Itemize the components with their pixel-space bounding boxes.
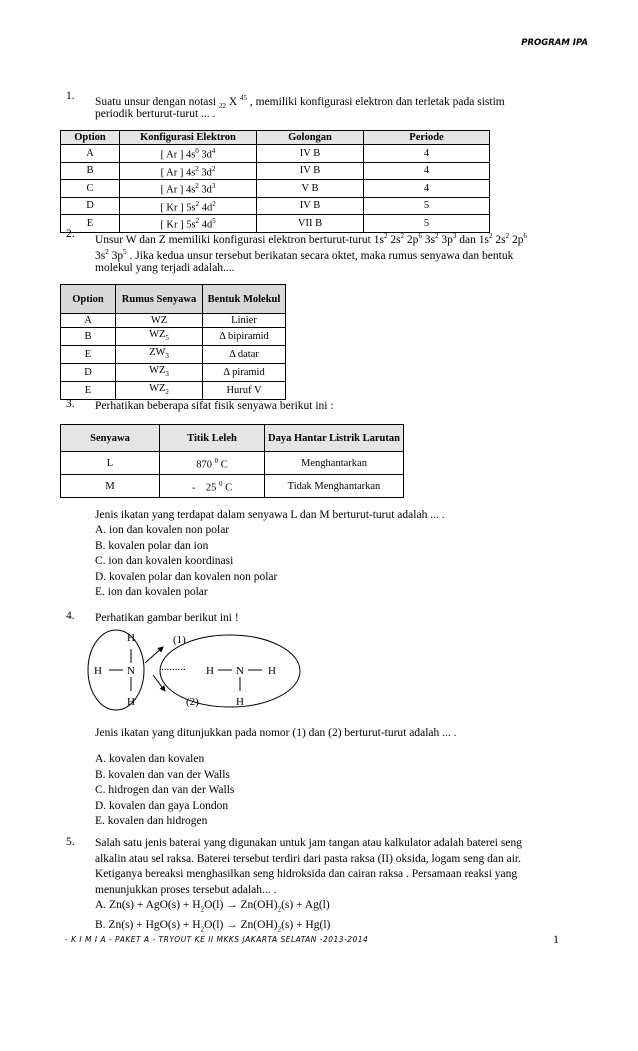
col-option: Option — [61, 131, 120, 145]
hydrogen-bond-dots: ......... — [161, 661, 186, 673]
q3-number: 3. — [66, 398, 75, 410]
col-titik-leleh: Titik Leleh — [160, 425, 265, 452]
option-b: B. kovalen polar dan ion — [95, 539, 209, 552]
option-c: C. hidrogen dan van der Walls — [95, 784, 235, 796]
q4-text: Perhatikan gambar berikut ini ! — [95, 612, 239, 624]
option-d: D. kovalen polar dan kovalen non polar — [95, 570, 278, 583]
option-b: B. kovalen dan van der Walls — [95, 768, 230, 781]
atom-h-right-bottom: H — [236, 696, 244, 708]
q3-question: Jenis ikatan yang terdapat dalam senyawa L dan M berturut-turut adalah ... . — [95, 509, 445, 521]
option-d: D. kovalen dan gaya London — [95, 799, 229, 812]
q4-number: 4. — [66, 610, 75, 622]
option-a: A. $Zn(s) + AgO(s) + H_2O(l) \to Zn(OH)_2(s) + Ag(l)$ — [95, 899, 330, 914]
option-a: A. ion dan kovalen non polar — [95, 524, 230, 536]
q3-text: Perhatikan beberapa sifat fisik senyawa berikut ini : — [95, 400, 334, 412]
table-row: M - 25 $^0$ C Tidak Menghantarkan — [61, 475, 404, 498]
q2-text-line2: $3s^2$ $3p^5$ . Jika kedua unsur tersebut berikatan secara oktet, maka rumus senyawa dan bentuk — [95, 248, 514, 262]
col-rumus: Rumus Senyawa — [116, 285, 203, 314]
label-2: (2) — [186, 696, 199, 708]
col-senyawa: Senyawa — [61, 425, 160, 452]
table-row: C [ Ar ] $4s^2$ $3d^3$ V B 4 — [61, 180, 490, 198]
q1-text-line2: periodik berturut-turut ... . — [95, 108, 216, 120]
q2-text-line3: molekul yang terjadi adalah.... — [95, 262, 235, 274]
q2-number: 2. — [66, 228, 75, 240]
table-row: B $WZ_5$ Δ bipiramid — [61, 328, 286, 346]
table-row: E $ZW_3$ Δ datar — [61, 346, 286, 364]
q5-text: Salah satu jenis baterai yang digunakan untuk jam tangan atau kalkulator adalah baterei seng alkalin atau sel raksa. Baterei tersebut terdiri dari pasta raksa (II) oksida, logam seng dan air. Ketiganya bereaksi menghasilkan seng hidroksida dan cairan raksa . Persamaan reaksi yang menunjukkan proses tersebut adalah... . A. $Zn(s) + AgO(s) + H_2O(l) \to Zn(OH)_2(s) + Ag(l)$ B. $Zn(s) + HgO(s) + H_2O(l) \to Zn(OH)_2(s) + Hg(l)$ — [95, 836, 522, 938]
q4-options — [95, 752, 234, 830]
q3-options — [95, 523, 277, 601]
col-konfigurasi: Konfigurasi Elektron — [120, 131, 257, 145]
col-periode: Periode — [364, 131, 490, 145]
q5-number: 5. — [66, 836, 75, 848]
option-e: E. ion dan kovalen polar — [95, 586, 208, 598]
table-row: D [ Kr ] $5s^2$ $4d^2$ IV B 5 — [61, 197, 490, 215]
label-1: (1) — [173, 634, 186, 646]
table-row: L 870 $^0$ C Menghantarkan — [61, 452, 404, 475]
table-row: A WZ Linier — [61, 314, 286, 328]
page-number: 1 — [553, 932, 559, 946]
option-c: C. ion dan kovalen koordinasi — [95, 555, 234, 567]
col-bentuk: Bentuk Molekul — [203, 285, 286, 314]
option-a: A. kovalen dan kovalen — [95, 753, 205, 765]
table-row: E $WZ_2$ Huruf V — [61, 382, 286, 400]
q1-table — [60, 130, 490, 233]
atom-h-right-1: H — [206, 665, 214, 677]
q3-table — [60, 424, 404, 498]
q2-table — [60, 284, 286, 400]
footer-text: - K I M I A - PAKET A - TRYOUT KE II MKKS JAKARTA SELATAN -2013-2014 — [65, 935, 369, 944]
col-daya-hantar: Daya Hantar Listrik Larutan — [265, 425, 404, 452]
atom-h-right-2: H — [268, 665, 276, 677]
table-row: A [ Ar ] $4s^0$ $3d^4$ IV B 4 — [61, 145, 490, 163]
atom-n-right: N — [236, 665, 244, 677]
q1-number: 1. — [66, 90, 75, 102]
col-golongan: Golongan — [257, 131, 364, 145]
table-row: E [ Kr ] $5s^2$ $4d^5$ VII B 5 — [61, 215, 490, 233]
atom-h-bottom-left: H — [127, 696, 135, 708]
col-option: Option — [61, 285, 116, 314]
program-label: PROGRAM IPA — [521, 38, 588, 48]
option-b: B. $Zn(s) + HgO(s) + H_2O(l) \to Zn(OH)_2(s) + Hg(l)$ — [95, 918, 331, 934]
q2-text: Unsur W dan Z memiliki konfigurasi elektron berturut-turut $1s^2$ $2s^2$ $2p^6$ $3s^2$ $3p^3$ dan $1s^2$ $2s^2$ $2p^6$ — [95, 232, 527, 246]
atom-h-left: H — [94, 665, 102, 677]
option-e: E. kovalen dan hidrogen — [95, 815, 208, 827]
q1-text: Suatu unsur dengan notasi $_{22}$ X $^{45}$ , memiliki konfigurasi elektron dan terletak pada sistim — [95, 94, 505, 111]
table-row: B [ Ar ] $4s^2$ $3d^2$ IV B 4 — [61, 162, 490, 180]
atom-h-top-left: H — [127, 632, 135, 644]
atom-n-left: N — [127, 665, 135, 677]
q4-question: Jenis ikatan yang ditunjukkan pada nomor (1) dan (2) berturut-turut adalah ... . — [95, 727, 457, 739]
table-row: D $WZ_3$ Δ piramid — [61, 364, 286, 382]
